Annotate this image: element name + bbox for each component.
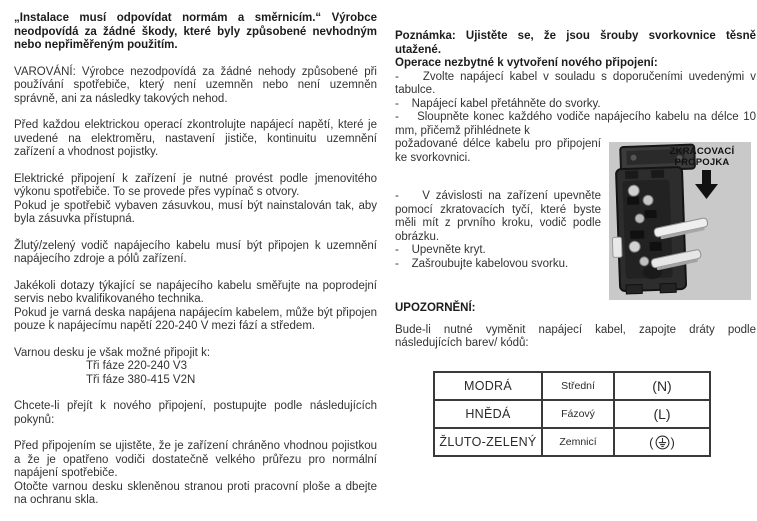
down-arrow-icon <box>695 170 718 199</box>
new-connection-intro: Chcete-li přejít k nového připojení, postupujte podle následujících pokynů: <box>14 400 377 426</box>
glass-protection-paragraph: Otočte varnou desku skleněnou stranou proti pracovní ploše a dbejte na ochranu skla. <box>14 480 377 506</box>
connection-options-intro: Varnou desku je však možné připojit k: <box>14 346 211 359</box>
connection-option-1: Tři fáze 220-240 V3 <box>86 360 188 372</box>
earth-ground-icon <box>655 435 670 450</box>
caution-heading: UPOZORNĚNÍ: <box>395 302 476 314</box>
step-select-cable: - Zvolte napájecí kabel v souladu s doporučeními uvedenými v tabulce. <box>395 70 756 96</box>
electrical-connection-paragraph: Elektrické připojení k zařízení je nutné provést podle jmenovitého výkonu spotřebiče. To se provede přes vypínač s otvory. <box>14 172 377 198</box>
hob-voltage-paragraph: Pokud je varná deska napájena napájecím kabelem, může být připojen pouze k napájecímu napětí 220-240 V mezi fází a středem. <box>14 306 377 332</box>
operations-heading: Operace nezbytné k vytvoření nového připojení: <box>395 57 658 69</box>
wire-role-cell: Střední <box>542 372 614 400</box>
figure-label <box>654 146 750 168</box>
fuse-check-paragraph: Před připojením se ujistěte, že je zařízení chráněno vhodnou pojistkou a že je opatřeno vodiči dostatečně velkého průřezu pro normální napájení spotřebiče. <box>14 440 377 479</box>
step-strip-wires-cont: požadované délce kabelu pro připojení ke svorkovnici. <box>395 138 601 164</box>
step-shorting-bars: - V závislosti na zařízení upevněte pomocí zkratovacích tyčí, které byste měli mít z prvního kroku, vodič podle obrázku. <box>395 190 601 243</box>
table-row-yellow-green <box>434 428 710 456</box>
socket-paragraph: Pokud je spotřebič vybaven zásuvkou, musí být nainstalován tak, aby byla zásuvka přístupná. <box>14 199 377 225</box>
left-column <box>14 12 377 521</box>
wire-role-cell: Zemnicí <box>542 428 614 456</box>
wire-role-cell: Fázový <box>542 400 614 428</box>
wire-code-cell <box>614 428 710 456</box>
wire-code-cell: (L) <box>614 400 710 428</box>
step-pull-cable: - Napájecí kabel přetáhněte do svorky. <box>395 97 601 110</box>
warning-paragraph: VAROVÁNÍ: Výrobce nezodpovídá za žádné nehody způsobené při používání spotřebiče, který není uzemněn nebo není uzemněn správně, ani za následky takových nehod. <box>14 65 377 105</box>
pre-check-paragraph: Před každou elektrickou operací zkontrolujte napájecí napětí, které je uvedené na elektroměru, nastavení jističe, kontinuitu uzemnění zařízení a vhodnost pojistky. <box>14 119 377 158</box>
wire-color-table <box>433 371 711 457</box>
note-heading: Poznámka: Ujistěte se, že jsou šrouby svorkovnice těsně utažené. <box>395 30 756 56</box>
step-screw-clamp: - Zašroubujte kabelovou svorku. <box>395 257 569 270</box>
wire-code-cell: (N) <box>614 372 710 400</box>
wire-color-cell: ŽLUTO-ZELENÝ <box>434 428 542 456</box>
figure-label-line1: ZKRACOVACÍ <box>669 146 735 157</box>
connection-option-2: Tři fáze 380-415 V2N <box>86 373 196 386</box>
terminal-block-photo <box>609 142 751 300</box>
table-row-blue <box>434 372 710 400</box>
step-strip-wires: - Sloupněte konec každého vodiče napájecího kabelu na délce 10 mm, přičemž přihlédnete k <box>395 111 756 137</box>
earth-wire-paragraph: Žlutý/zelený vodič napájecího kabelu musí být připojen k uzemnění napájecího zdroje a pólů zařízení. <box>14 239 377 265</box>
step-fix-cover: - Upevněte kryt. <box>395 244 486 256</box>
caution-text: Bude-li nutné vyměnit napájecí kabel, zapojte dráty podle následujících barev/ kódů: <box>395 323 756 349</box>
earth-symbol <box>649 435 675 450</box>
installation-statement: „Instalace musí odpovídat normám a směrnicím.“ Výrobce neodpovídá za žádné škody, které byly způsobené nevhodným nebo nepřiměřeným použitím. <box>14 12 377 51</box>
wire-color-cell: HNĚDÁ <box>434 400 542 428</box>
wire-color-cell: MODRÁ <box>434 372 542 400</box>
paren-open: ( <box>649 434 654 450</box>
paren-close: ) <box>670 434 675 450</box>
service-paragraph: Jakékoli dotazy týkající se napájecího kabelu směřujte na poprodejní servis nebo kvalifikovaného technika. <box>14 279 377 305</box>
table-row-brown <box>434 400 710 428</box>
figure-label-line2: PROPOJKA <box>674 157 730 168</box>
right-column <box>395 30 756 457</box>
